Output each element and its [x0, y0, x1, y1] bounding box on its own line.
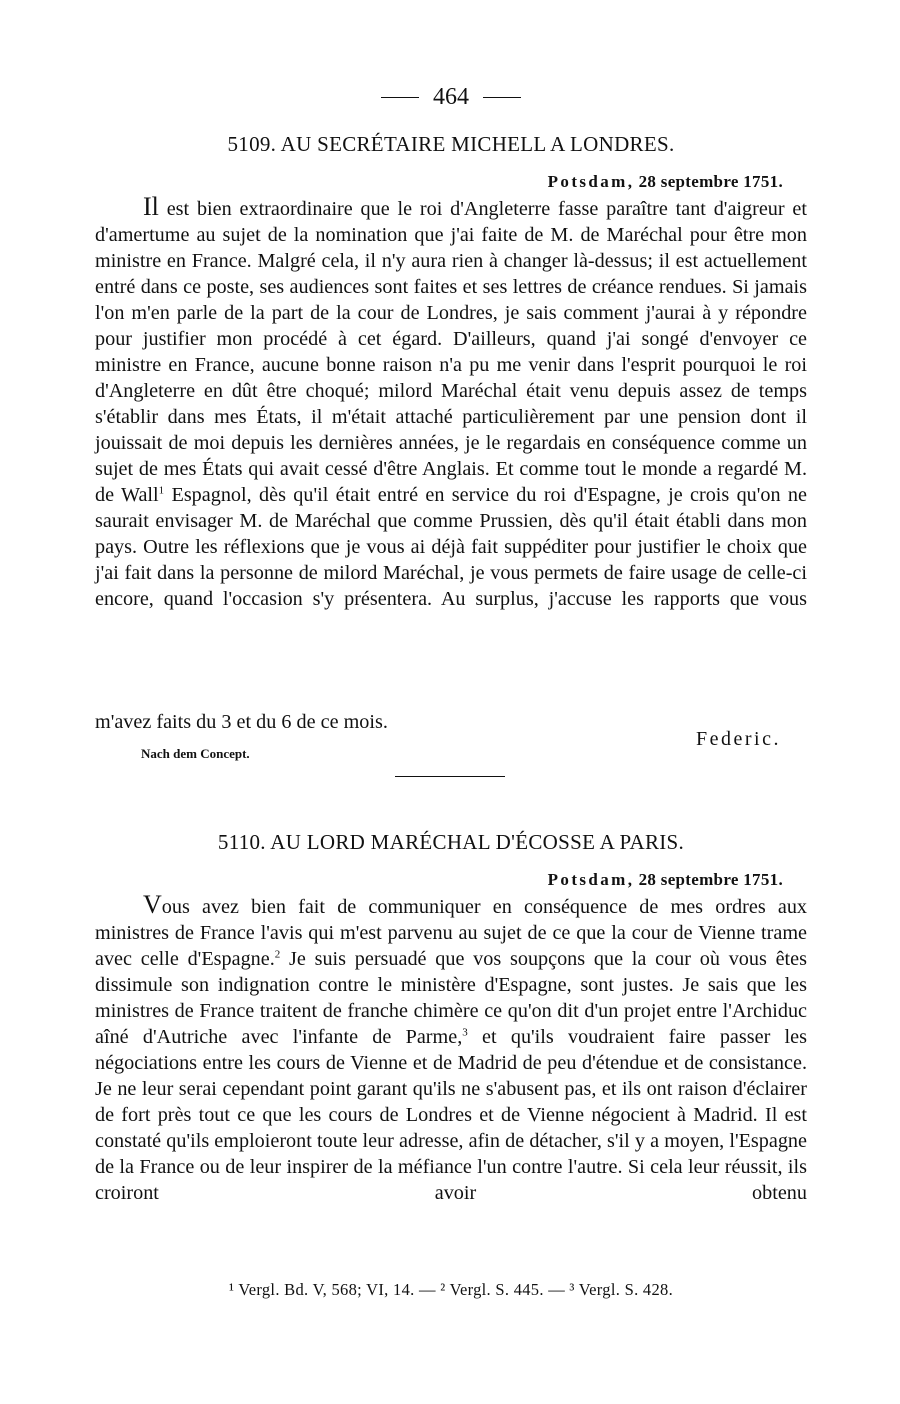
- letter-title: 5109. AU SECRÉTAIRE MICHELL A LONDRES.: [227, 132, 675, 156]
- dateline-date: 28 septembre 1751.: [638, 870, 783, 889]
- section-separator: [395, 776, 505, 777]
- letter-body-last-line: m'avez faits du 3 et du 6 de ce mois.: [95, 711, 388, 733]
- body-text: est bien extraordinaire que le roi d'Angleterre fasse paraître tant d'aigreur et d'amertume au sujet de la nomination que j'ai faite de M. de Maréchal pour être mon ministre en France. Malgré cela, il n'y aura rien à changer là-dessus; il est actuellement entré dans ce poste, ses audiences sont faites et ses lettres de créance rendues. Si jamais l'on m'en parle de la part de la cour de Londres, je sais comment j'aurai à y répondre pour justifier mon procédé à cet égard. D'ailleurs, quand j'ai songé d'envoyer ce ministre en France, aucune bonne raison n'a pu me venir dans l'esprit pourquoi le roi d'Angleterre en dût être choqué; milord Maréchal était venu depuis assez de temps s'établir dans mes États, il m'était attaché particulièrement par une pension dont il jouissait de moi depuis les dernières années, je le regardais en conséquence comme un sujet de mes États qui avait cessé d'être Anglais. Et comme tout le monde a regardé M. de Wall: [95, 198, 807, 506]
- letter-body: [95, 192, 807, 612]
- header-rule-left: [381, 97, 419, 98]
- dateline-date: 28 septembre 1751.: [638, 172, 783, 191]
- dateline-place: Potsdam,: [547, 870, 635, 889]
- letter-dateline: [548, 172, 783, 192]
- body-text: ous avez bien fait de communiquer en conséquence de mes ordres aux ministres de France l'avis qui m'est parvenu au sujet de ce que la cour de Vienne trame avec celle d'Espagne.: [95, 896, 807, 970]
- footnote-marker: 3: [462, 1026, 468, 1039]
- footnote-marker: 2: [274, 948, 281, 961]
- drop-initial: V: [143, 890, 162, 919]
- letter-dateline: [548, 870, 783, 890]
- source-note: Nach dem Concept.: [141, 746, 250, 761]
- letter-body: [95, 890, 807, 1206]
- page-number: 464: [433, 84, 469, 110]
- footnotes: ¹ Vergl. Bd. V, 568; VI, 14. — ² Vergl. S. 445. — ³ Vergl. S. 428.: [229, 1280, 673, 1299]
- page-header: [95, 84, 807, 111]
- body-text-continued: Je suis persuadé que vos soupçons que la cour où vous êtes dissimule son indignation contre le ministère d'Espagne, sont justes. Je sais que les ministres de France traitent de franche chimère ce qu'on dit d'un projet entre l'Archiduc aîné d'Autriche avec l'infante de Parme,: [95, 948, 807, 1048]
- signature: Federic.: [696, 728, 781, 750]
- footnote-marker: 1: [158, 484, 165, 497]
- body-text-continued: et qu'ils voudraient faire passer les négociations entre les cours de Vienne et de Madrid de peu d'étendue et de consistance. Je ne leur serai cependant point garant qu'ils ne s'abusent pas, et ils ont raison d'éclairer de fort près tout ce que les cours de Londres et de Vienne négocient à Madrid. Il est constaté qu'ils emploieront toute leur adresse, afin de détacher, s'il y a moyen, l'Espagne de la France ou de leur inspirer de la méfiance l'un contre l'autre. Si cela leur réussit, ils croiront avoir obtenu: [95, 1026, 807, 1204]
- header-rule-right: [483, 97, 521, 98]
- body-text-continued: Espagnol, dès qu'il était entré en service du roi d'Espagne, je crois qu'on ne saurait envisager M. de Maréchal que comme Prussien, dès qu'il était établi dans mon pays. Outre les réflexions que je vous ai déjà fait suppéditer pour justifier le choix que j'ai fait dans la personne de milord Maréchal, je vous permets de faire usage de celle-ci encore, quand l'occasion s'y présentera. Au surplus, j'accuse les rapports que vous: [95, 484, 807, 610]
- dateline-place: Potsdam,: [547, 172, 635, 191]
- drop-initial: Il: [143, 192, 159, 221]
- letter-title: 5110. AU LORD MARÉCHAL D'ÉCOSSE A PARIS.: [217, 830, 685, 854]
